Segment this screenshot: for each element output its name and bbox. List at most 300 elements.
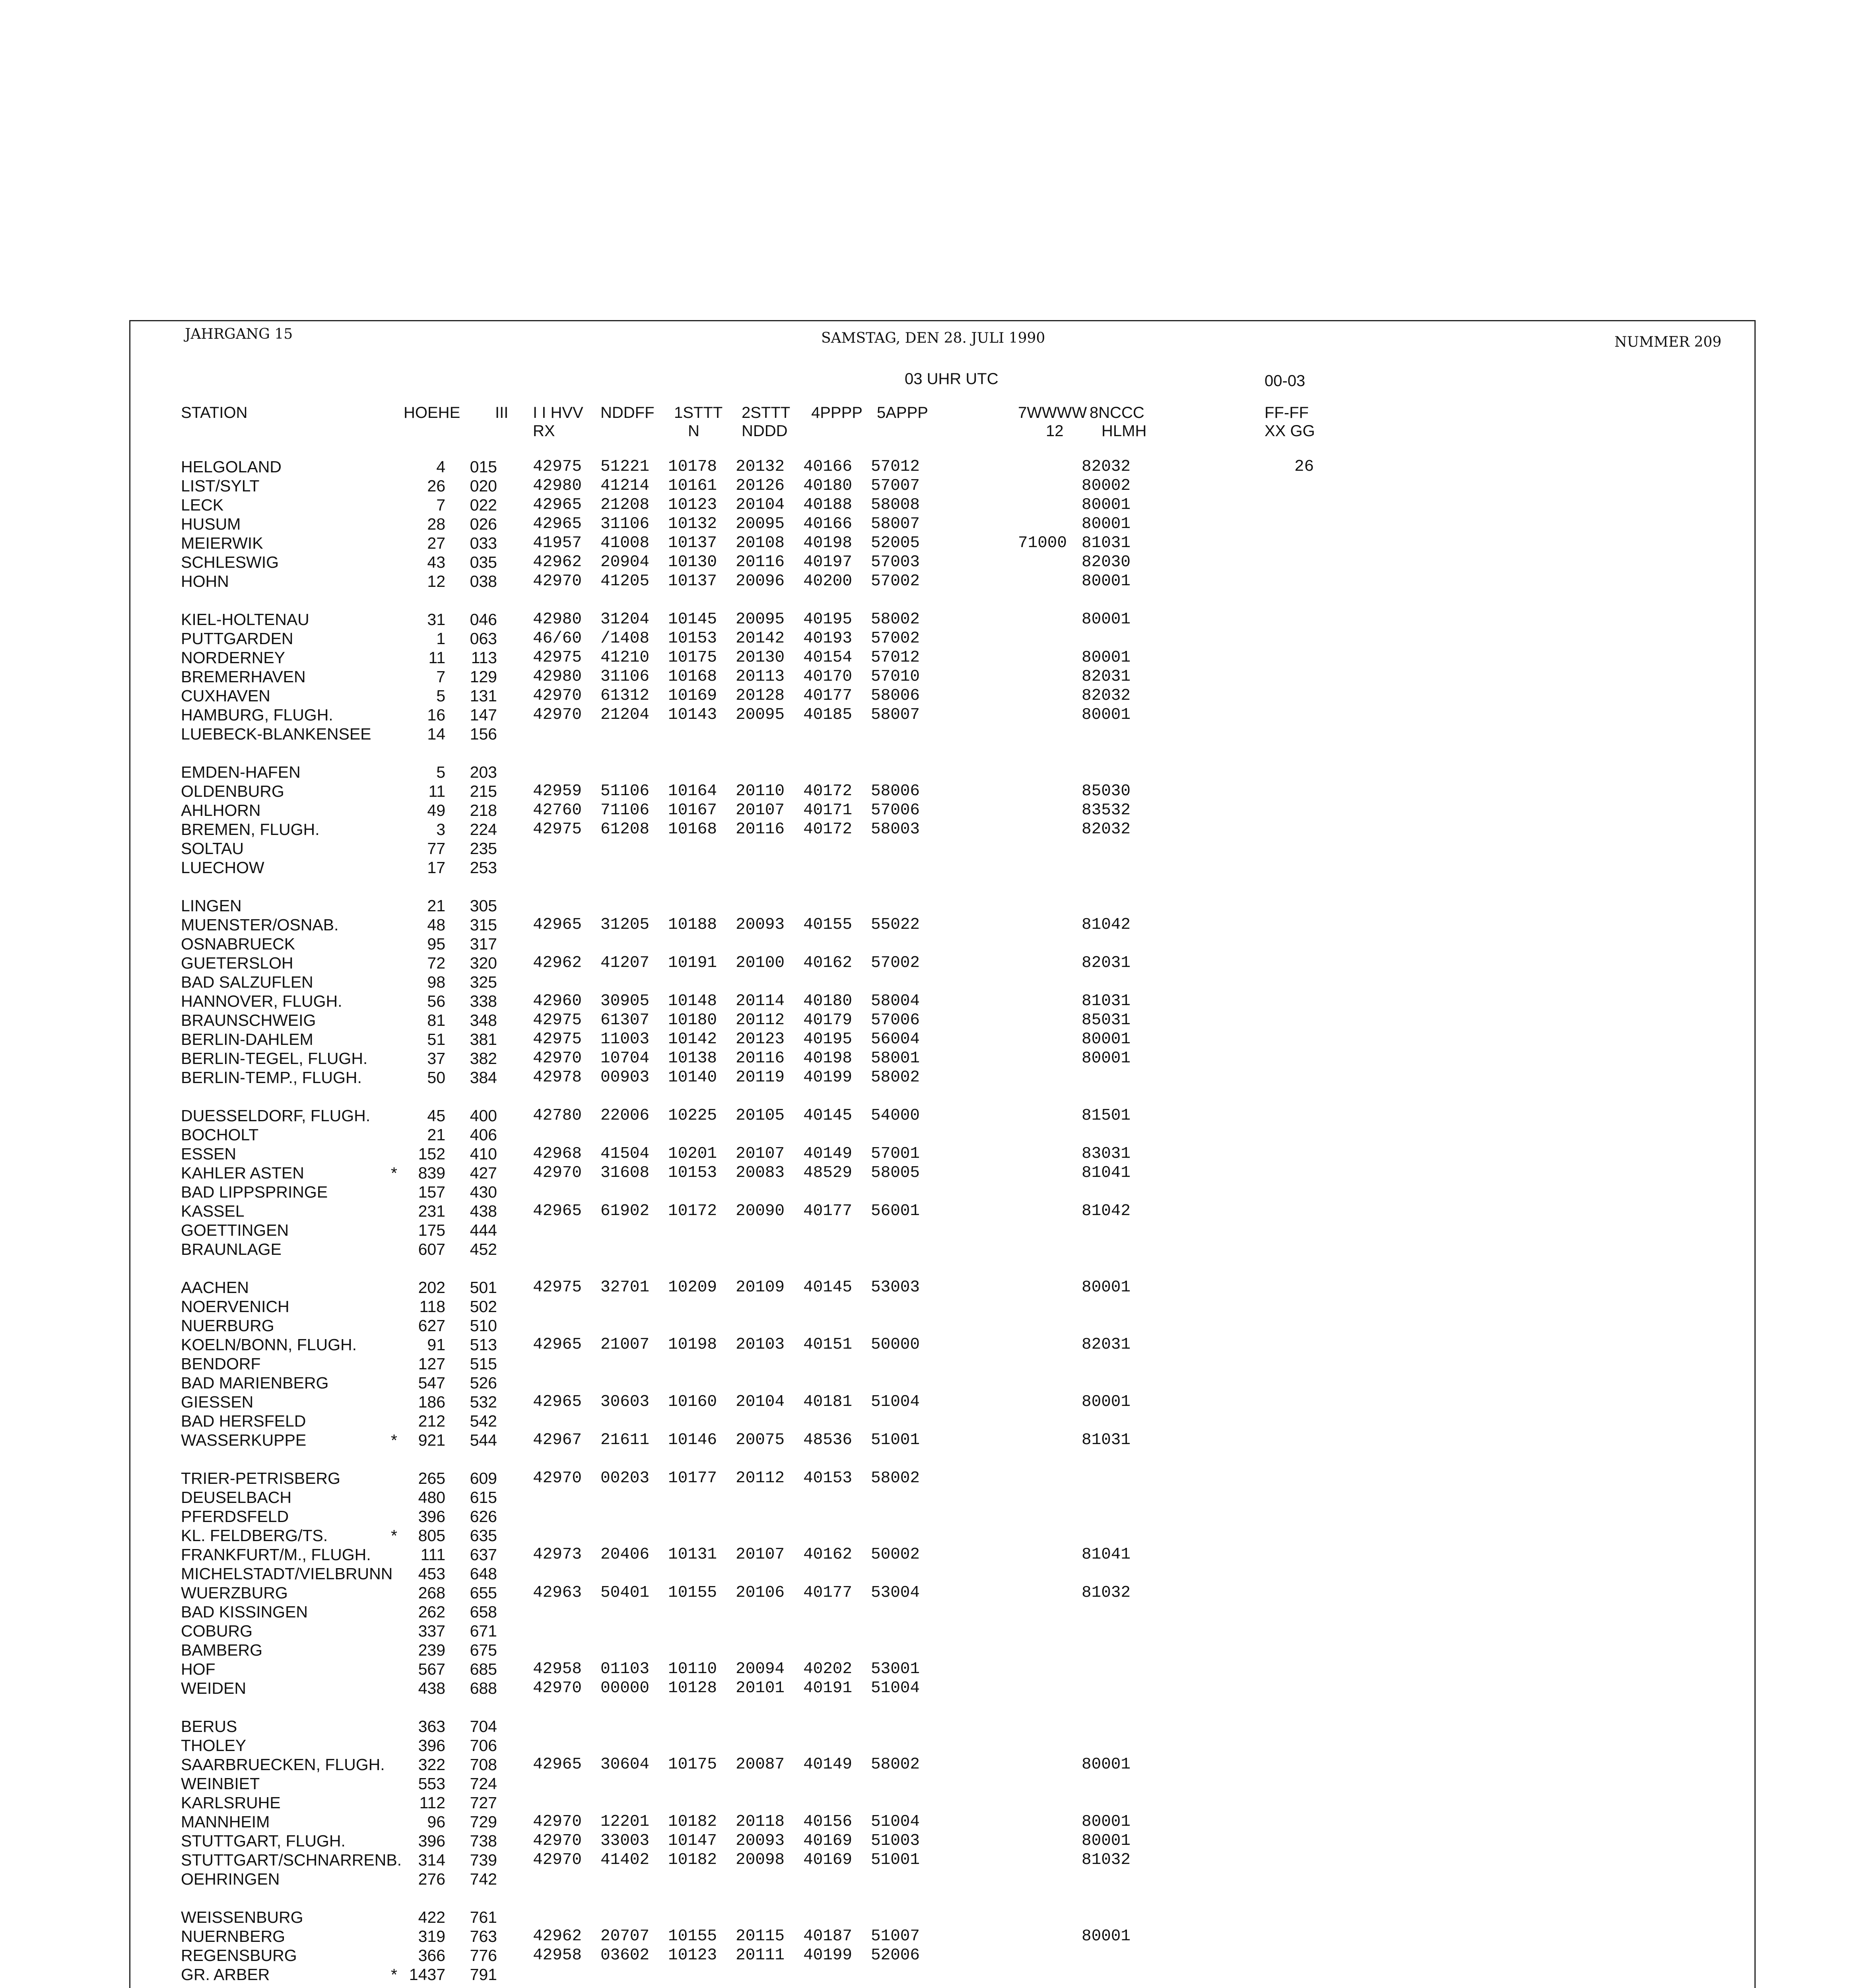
code-group-c6: 51004 — [871, 1813, 920, 1831]
time-main-label: 03 UHR UTC — [905, 370, 999, 388]
station-name: SCHLESWIG — [181, 553, 279, 571]
station-id: 382 — [470, 1049, 497, 1068]
station-height: 21 — [427, 1126, 445, 1144]
code-group-c5: 40191 — [803, 1679, 853, 1697]
code-group-c6: 58008 — [871, 496, 920, 514]
station-id: 026 — [470, 515, 497, 533]
code-group-c1: 42970 — [533, 1832, 582, 1850]
code-group-c4: 20126 — [736, 477, 785, 495]
code-group-c4: 20110 — [736, 782, 785, 800]
station-height: 262 — [418, 1603, 445, 1621]
code-group-c4: 20101 — [736, 1679, 785, 1697]
code-group-c6: 51001 — [871, 1431, 920, 1449]
station-height: 49 — [427, 801, 445, 819]
code-group-c4: 20095 — [736, 610, 785, 629]
time-range-label: 00-03 — [1265, 372, 1305, 390]
code-group-c8: 81031 — [1082, 534, 1131, 552]
code-group-c6: 57006 — [871, 1011, 920, 1029]
code-group-c6: 58003 — [871, 820, 920, 839]
code-group-c4: 20118 — [736, 1813, 785, 1831]
station-name: LUECHOW — [181, 858, 264, 877]
col-c4-line2: NDDD — [742, 422, 788, 440]
code-group-c3: 10145 — [668, 610, 717, 629]
code-group-c8: 82032 — [1082, 820, 1131, 839]
code-group-c1: 42965 — [533, 1202, 582, 1220]
code-group-c1: 42780 — [533, 1107, 582, 1125]
station-id: 215 — [470, 782, 497, 800]
code-group-c6: 51003 — [871, 1832, 920, 1850]
station-height: 3 — [436, 820, 445, 839]
station-name: OEHRINGEN — [181, 1870, 280, 1888]
col-c3-line1: 1STTT — [674, 404, 723, 421]
station-name: KL. FELDBERG/TS. — [181, 1526, 328, 1545]
col-c8-line2: HLMH — [1101, 422, 1147, 440]
station-name: WEISSENBURG — [181, 1908, 303, 1926]
code-group-c1: 42970 — [533, 706, 582, 724]
station-id: 348 — [470, 1011, 497, 1029]
code-group-c6: 57012 — [871, 648, 920, 667]
code-group-c3: 10172 — [668, 1202, 717, 1220]
code-group-c8: 80001 — [1082, 1755, 1131, 1774]
code-group-c5: 40154 — [803, 648, 853, 667]
code-group-c5: 40187 — [803, 1927, 853, 1945]
station-id: 637 — [470, 1545, 497, 1564]
code-group-c8: 82030 — [1082, 553, 1131, 571]
code-group-c3: 10138 — [668, 1049, 717, 1068]
station-id: 253 — [470, 858, 497, 877]
code-group-c4: 20075 — [736, 1431, 785, 1449]
code-group-c3: 10140 — [668, 1068, 717, 1087]
code-group-c4: 20116 — [736, 553, 785, 571]
station-name: AHLHORN — [181, 801, 261, 819]
station-name: NORDERNEY — [181, 648, 285, 667]
station-id: 410 — [470, 1145, 497, 1163]
code-group-c1: 42980 — [533, 668, 582, 686]
col-c2-line1: NDDFF — [600, 404, 655, 421]
code-group-c3: 10191 — [668, 954, 717, 972]
code-group-c3: 10168 — [668, 668, 717, 686]
col-hoehe: HOEHE — [404, 404, 460, 421]
code-group-c5: 40199 — [803, 1068, 853, 1087]
code-group-c3: 10161 — [668, 477, 717, 495]
station-name: LUEBECK-BLANKENSEE — [181, 725, 371, 743]
station-id: 113 — [471, 648, 497, 667]
code-group-c6: 52005 — [871, 534, 920, 552]
station-name: OLDENBURG — [181, 782, 284, 800]
code-group-c4: 20083 — [736, 1164, 785, 1182]
station-id: 427 — [470, 1164, 497, 1182]
station-id: 131 — [470, 687, 497, 705]
station-name: BREMEN, FLUGH. — [181, 820, 320, 839]
code-group-c3: 10188 — [668, 916, 717, 934]
station-name: NUERBURG — [181, 1316, 274, 1335]
code-group-c3: 10160 — [668, 1393, 717, 1411]
code-group-c6: 50000 — [871, 1336, 920, 1354]
code-group-c5: 40180 — [803, 992, 853, 1010]
code-group-c5: 40193 — [803, 629, 853, 648]
code-group-c5: 40155 — [803, 916, 853, 934]
station-height: 17 — [427, 858, 445, 877]
code-group-c5: 40179 — [803, 1011, 853, 1029]
station-name: BAD LIPPSPRINGE — [181, 1183, 328, 1201]
station-name: BENDORF — [181, 1355, 261, 1373]
station-id: 626 — [470, 1507, 497, 1526]
station-name: BRAUNSCHWEIG — [181, 1011, 316, 1029]
station-height: 314 — [418, 1851, 445, 1869]
code-group-c3: 10168 — [668, 820, 717, 839]
station-id: 338 — [470, 992, 497, 1010]
code-group-c4: 20123 — [736, 1030, 785, 1048]
code-group-c6: 58007 — [871, 515, 920, 533]
code-group-c2: 41207 — [600, 954, 650, 972]
code-group-c3: 10142 — [668, 1030, 717, 1048]
code-group-c4: 20095 — [736, 515, 785, 533]
station-height: 111 — [420, 1545, 445, 1564]
code-group-c2: 41504 — [600, 1145, 650, 1163]
code-group-c1: 46/60 — [533, 629, 582, 648]
station-id: 727 — [470, 1794, 497, 1812]
code-group-c3: 10178 — [668, 458, 717, 476]
station-id: 320 — [470, 954, 497, 972]
code-group-c8: 85030 — [1082, 782, 1131, 800]
station-height: 366 — [418, 1946, 445, 1965]
station-name: BERLIN-DAHLEM — [181, 1030, 313, 1048]
station-id: 020 — [470, 477, 497, 495]
station-id: 235 — [470, 839, 497, 858]
code-group-c2: 31106 — [600, 668, 650, 686]
station-height: 48 — [427, 916, 445, 934]
code-group-c8: 83031 — [1082, 1145, 1131, 1163]
col-c5-line1: 4PPPP — [811, 404, 863, 421]
col-iii: III — [495, 404, 509, 421]
code-group-c5: 40177 — [803, 1584, 853, 1602]
station-id: 655 — [470, 1584, 497, 1602]
code-group-c4: 20130 — [736, 648, 785, 667]
code-group-c1: 42970 — [533, 572, 582, 590]
code-group-c3: 10123 — [668, 1946, 717, 1965]
code-group-c6: 58002 — [871, 610, 920, 629]
code-group-c5: 40180 — [803, 477, 853, 495]
station-height: 11 — [428, 782, 445, 800]
code-group-c6: 58005 — [871, 1164, 920, 1182]
station-height: 453 — [418, 1565, 445, 1583]
code-group-c8: 80001 — [1082, 1030, 1131, 1048]
station-height: 16 — [427, 706, 445, 724]
code-group-c1: 42965 — [533, 1336, 582, 1354]
station-name: REGENSBURG — [181, 1946, 297, 1965]
code-group-c3: 10130 — [668, 553, 717, 571]
code-group-c1: 42965 — [533, 916, 582, 934]
station-name: BAD SALZUFLEN — [181, 973, 313, 991]
code-group-c8: 82031 — [1082, 668, 1131, 686]
col-c3 — [674, 404, 723, 440]
code-group-c4: 20106 — [736, 1584, 785, 1602]
code-group-c3: 10177 — [668, 1469, 717, 1487]
code-group-c3: 10128 — [668, 1679, 717, 1697]
code-group-c1: 42970 — [533, 1049, 582, 1068]
code-group-c5: 40198 — [803, 534, 853, 552]
station-name: MEIERWIK — [181, 534, 263, 552]
code-group-c5: 40145 — [803, 1107, 853, 1125]
station-id: 724 — [470, 1774, 497, 1793]
code-group-c1: 42968 — [533, 1145, 582, 1163]
station-name: GUETERSLOH — [181, 954, 293, 972]
station-height: 72 — [427, 954, 445, 972]
code-group-c5: 40199 — [803, 1946, 853, 1965]
code-group-c5: 40188 — [803, 496, 853, 514]
station-height: 607 — [418, 1240, 445, 1258]
code-group-c2: 61208 — [600, 820, 650, 839]
header-date: SAMSTAG, DEN 28. JULI 1990 — [821, 330, 1045, 346]
code-group-c5: 40172 — [803, 782, 853, 800]
code-group-c1: 42970 — [533, 1679, 582, 1697]
code-group-c1: 42980 — [533, 477, 582, 495]
col-c2 — [600, 404, 655, 422]
station-id: 015 — [470, 458, 497, 476]
code-group-c6: 58006 — [871, 687, 920, 705]
col-c4 — [742, 404, 790, 440]
mountain-station-marker: * — [391, 1431, 397, 1449]
code-group-c5: 40169 — [803, 1832, 853, 1850]
code-group-c1: 42975 — [533, 458, 582, 476]
col-c5 — [811, 404, 863, 422]
station-name: HANNOVER, FLUGH. — [181, 992, 342, 1010]
code-group-c4: 20093 — [736, 916, 785, 934]
station-height: 50 — [427, 1068, 445, 1087]
station-height: 396 — [418, 1832, 445, 1850]
station-name: COBURG — [181, 1622, 253, 1640]
station-name: BAMBERG — [181, 1641, 263, 1659]
code-group-c1: 42967 — [533, 1431, 582, 1449]
code-group-c2: 30905 — [600, 992, 650, 1010]
code-group-c3: 10182 — [668, 1851, 717, 1869]
station-height: 11 — [428, 648, 445, 667]
col-c1-line1: I I HVV — [533, 404, 583, 421]
station-height: 239 — [418, 1641, 445, 1659]
col-c9 — [1265, 404, 1315, 440]
station-height: 127 — [418, 1355, 445, 1373]
code-group-c2: 31106 — [600, 515, 650, 533]
code-group-c6: 52006 — [871, 1946, 920, 1965]
code-group-c3: 10155 — [668, 1927, 717, 1945]
code-group-c4: 20119 — [736, 1068, 785, 1087]
station-height: 839 — [418, 1164, 445, 1182]
col-c6-line1: 5APPP — [877, 404, 928, 421]
code-group-c1: 42975 — [533, 1011, 582, 1029]
station-name: TRIER-PETRISBERG — [181, 1469, 340, 1487]
code-group-c6: 51001 — [871, 1851, 920, 1869]
code-group-c3: 10132 — [668, 515, 717, 533]
station-id: 532 — [470, 1393, 497, 1411]
station-id: 685 — [470, 1660, 497, 1678]
station-height: 547 — [418, 1374, 445, 1392]
station-name: WASSERKUPPE — [181, 1431, 307, 1449]
station-height: 422 — [418, 1908, 445, 1926]
code-group-c5: 40156 — [803, 1813, 853, 1831]
code-group-c5: 40200 — [803, 572, 853, 590]
code-group-c6: 58002 — [871, 1469, 920, 1487]
station-id: 776 — [470, 1946, 497, 1965]
station-height: 27 — [427, 534, 445, 552]
station-id: 742 — [470, 1870, 497, 1888]
code-group-c8: 81032 — [1082, 1584, 1131, 1602]
code-group-c3: 10148 — [668, 992, 717, 1010]
code-group-c3: 10146 — [668, 1431, 717, 1449]
code-group-c5: 40195 — [803, 1030, 853, 1048]
station-name: MICHELSTADT/VIELBRUNN — [181, 1565, 393, 1583]
station-height: 268 — [418, 1584, 445, 1602]
station-id: 444 — [470, 1221, 497, 1239]
code-group-c5: 48536 — [803, 1431, 853, 1449]
station-id: 526 — [470, 1374, 497, 1392]
code-group-c8: 82032 — [1082, 687, 1131, 705]
code-group-c4: 20095 — [736, 706, 785, 724]
code-group-c5: 48529 — [803, 1164, 853, 1182]
code-group-c3: 10147 — [668, 1832, 717, 1850]
code-group-c5: 40145 — [803, 1278, 853, 1297]
code-group-c8: 80001 — [1082, 572, 1131, 590]
code-group-c2: 71106 — [600, 801, 650, 819]
col-c9-line2: XX GG — [1265, 422, 1315, 440]
station-height: 37 — [427, 1049, 445, 1068]
code-group-c6: 56001 — [871, 1202, 920, 1220]
code-group-c2: /1408 — [600, 629, 650, 648]
code-group-c8: 80001 — [1082, 496, 1131, 514]
code-group-c5: 40185 — [803, 706, 853, 724]
code-group-c8: 83532 — [1082, 801, 1131, 819]
station-height: 118 — [419, 1297, 445, 1316]
station-height: 95 — [427, 935, 445, 953]
code-group-c3: 10201 — [668, 1145, 717, 1163]
station-id: 203 — [470, 763, 497, 781]
station-id: 224 — [470, 820, 497, 839]
code-group-c5: 40198 — [803, 1049, 853, 1068]
code-group-c4: 20107 — [736, 1545, 785, 1564]
station-id: 317 — [470, 935, 497, 953]
code-group-c3: 10167 — [668, 801, 717, 819]
station-name: HOHN — [181, 572, 229, 590]
station-id: 038 — [470, 572, 497, 590]
code-group-c2: 33003 — [600, 1832, 650, 1850]
col-c7 — [1018, 404, 1087, 440]
station-name: BERLIN-TEGEL, FLUGH. — [181, 1049, 368, 1068]
station-id: 046 — [470, 610, 497, 629]
station-name: MUENSTER/OSNAB. — [181, 916, 339, 934]
station-id: 325 — [470, 973, 497, 991]
code-group-c6: 58004 — [871, 992, 920, 1010]
station-id: 542 — [470, 1412, 497, 1430]
station-height: 319 — [418, 1927, 445, 1945]
code-group-c5: 40197 — [803, 553, 853, 571]
code-group-c3: 10137 — [668, 534, 717, 552]
station-height: 28 — [427, 515, 445, 533]
header-number: NUMMER 209 — [1614, 334, 1722, 350]
station-id: 763 — [470, 1927, 497, 1945]
code-group-c2: 12201 — [600, 1813, 650, 1831]
code-group-c5: 40172 — [803, 820, 853, 839]
code-group-c6: 58007 — [871, 706, 920, 724]
station-id: 063 — [470, 629, 497, 648]
station-height: 21 — [427, 897, 445, 915]
station-height: 363 — [418, 1717, 445, 1736]
station-name: BERUS — [181, 1717, 237, 1736]
code-group-c8: 81032 — [1082, 1851, 1131, 1869]
code-group-c4: 20104 — [736, 1393, 785, 1411]
code-group-c1: 42970 — [533, 1469, 582, 1487]
station-id: 156 — [470, 725, 497, 743]
code-group-c5: 40153 — [803, 1469, 853, 1487]
code-group-c6: 53001 — [871, 1660, 920, 1678]
code-group-c3: 10153 — [668, 1164, 717, 1182]
code-group-c6: 57001 — [871, 1145, 920, 1163]
code-group-c2: 01103 — [600, 1660, 650, 1678]
mountain-station-marker: * — [391, 1164, 397, 1182]
station-name: PFERDSFELD — [181, 1507, 289, 1526]
code-group-c2: 31608 — [600, 1164, 650, 1182]
station-id: 381 — [470, 1030, 497, 1048]
station-id: 729 — [470, 1813, 497, 1831]
code-group-c8: 81031 — [1082, 992, 1131, 1010]
col-station: STATION — [181, 404, 248, 421]
station-name: BAD KISSINGEN — [181, 1603, 308, 1621]
station-height: 276 — [418, 1870, 445, 1888]
station-name: SOLTAU — [181, 839, 244, 858]
station-height: 567 — [418, 1660, 445, 1678]
station-name: OSNABRUECK — [181, 935, 295, 953]
code-group-c1: 42978 — [533, 1068, 582, 1087]
col-c1 — [533, 404, 583, 440]
station-name: HOF — [181, 1660, 216, 1678]
station-name: WUERZBURG — [181, 1584, 288, 1602]
code-group-c4: 20096 — [736, 572, 785, 590]
code-group-c1: 42960 — [533, 992, 582, 1010]
station-id: 648 — [470, 1565, 497, 1583]
station-name: GOETTINGEN — [181, 1221, 289, 1239]
code-group-c8: 81501 — [1082, 1107, 1131, 1125]
code-group-c2: 00903 — [600, 1068, 650, 1087]
code-group-c4: 20142 — [736, 629, 785, 648]
station-name: KASSEL — [181, 1202, 245, 1220]
station-height: 91 — [427, 1336, 445, 1354]
col-c9-line1: FF-FF — [1265, 404, 1309, 421]
col-c8 — [1090, 404, 1146, 440]
code-group-c1: 42975 — [533, 1030, 582, 1048]
station-id: 675 — [470, 1641, 497, 1659]
code-group-c3: 10225 — [668, 1107, 717, 1125]
code-group-c2: 31205 — [600, 916, 650, 934]
code-group-c4: 20109 — [736, 1278, 785, 1297]
station-id: 147 — [470, 706, 497, 724]
code-group-c5: 40151 — [803, 1336, 853, 1354]
station-name: BOCHOLT — [181, 1126, 259, 1144]
station-name: KOELN/BONN, FLUGH. — [181, 1336, 357, 1354]
code-group-c4: 20087 — [736, 1755, 785, 1774]
station-id: 658 — [470, 1603, 497, 1621]
station-height: 5 — [436, 763, 445, 781]
station-name: HAMBURG, FLUGH. — [181, 706, 333, 724]
station-height: 77 — [427, 839, 445, 858]
station-height: 175 — [418, 1221, 445, 1239]
station-id: 035 — [470, 553, 497, 571]
station-id: 129 — [470, 668, 497, 686]
station-name: STUTTGART, FLUGH. — [181, 1832, 346, 1850]
code-group-c8: 82031 — [1082, 1336, 1131, 1354]
station-id: 708 — [470, 1755, 497, 1774]
code-group-c8: 80002 — [1082, 477, 1131, 495]
station-height: 7 — [436, 496, 445, 514]
station-name: NOERVENICH — [181, 1297, 289, 1316]
station-id: 513 — [470, 1336, 497, 1354]
